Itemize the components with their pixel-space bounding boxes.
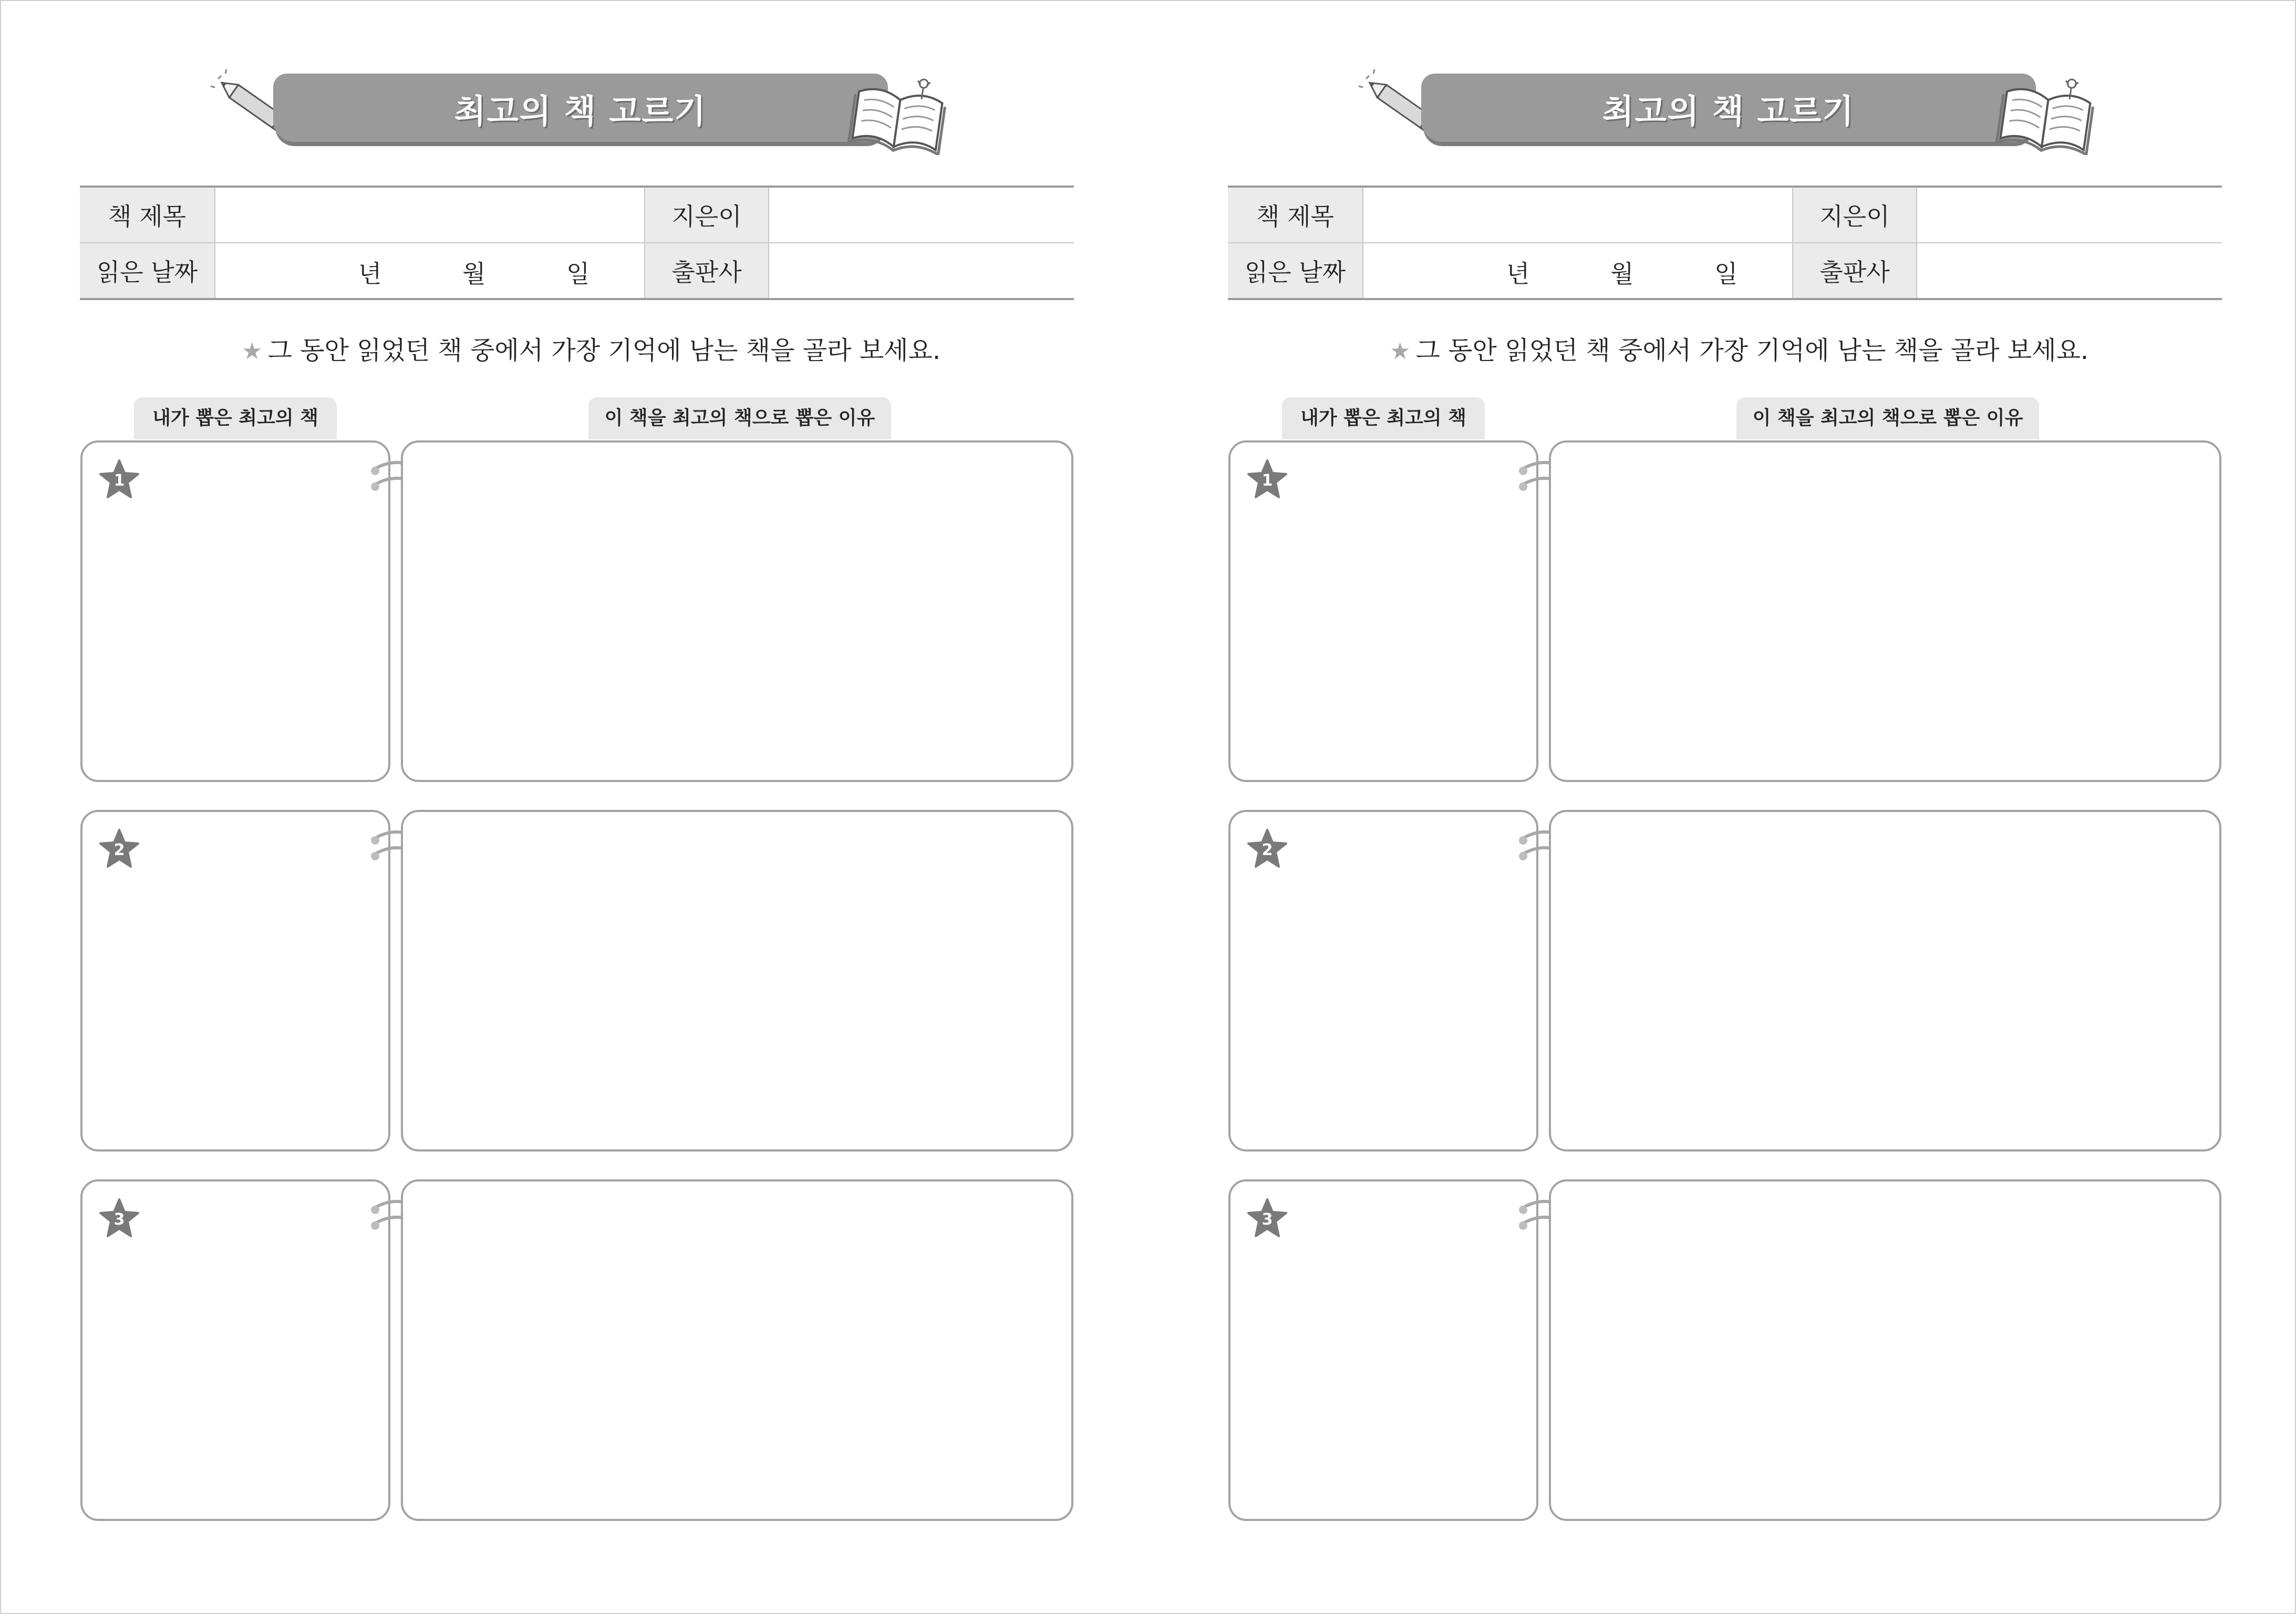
reason-box[interactable] xyxy=(401,1179,1073,1521)
worksheet-page xyxy=(1148,0,2296,1614)
page-title: 최고의 책 고르기 xyxy=(1602,92,1855,130)
tab-my-best-book: 내가 뽑은 최고의 책 xyxy=(134,397,337,439)
instruction-text xyxy=(1390,330,2088,366)
instruction-label: 그 동안 읽었던 책 중에서 가장 기억에 남는 책을 골라 보세요. xyxy=(1415,336,2089,365)
date-label: 읽은 날짜 xyxy=(80,243,215,299)
date-field[interactable] xyxy=(215,243,645,299)
row-number: 1 xyxy=(1261,471,1273,490)
author-label: 지은이 xyxy=(645,187,769,243)
book-title-field[interactable] xyxy=(1363,187,1793,243)
book-title-label: 책 제목 xyxy=(80,187,215,243)
date-year-unit: 년 xyxy=(1506,260,1530,288)
date-month-unit: 월 xyxy=(1610,260,1634,288)
reason-box[interactable] xyxy=(401,810,1073,1152)
best-book-box[interactable] xyxy=(1228,440,1538,782)
date-day-unit: 일 xyxy=(1714,260,1738,288)
publisher-label: 출판사 xyxy=(1793,243,1917,299)
row-number: 2 xyxy=(113,841,125,859)
date-day-unit: 일 xyxy=(566,260,590,288)
publisher-field[interactable] xyxy=(769,243,1074,299)
reason-box[interactable] xyxy=(1549,440,2221,782)
page-title: 최고의 책 고르기 xyxy=(454,92,707,130)
number-star-icon xyxy=(98,828,140,870)
date-label: 읽은 날짜 xyxy=(1228,243,1363,299)
best-book-box[interactable] xyxy=(80,810,390,1152)
number-star-icon xyxy=(1246,828,1288,870)
tab-reason: 이 책을 최고의 책으로 뽑은 이유 xyxy=(588,397,891,439)
date-field[interactable] xyxy=(1363,243,1793,299)
author-label: 지은이 xyxy=(1793,187,1917,243)
star-bullet-icon: ★ xyxy=(242,338,263,365)
number-star-icon xyxy=(1246,458,1288,500)
row-number: 2 xyxy=(1261,841,1273,859)
row-number: 3 xyxy=(113,1210,125,1229)
number-star-icon xyxy=(1246,1197,1288,1239)
reason-box[interactable] xyxy=(1549,1179,2221,1521)
number-star-icon xyxy=(98,458,140,500)
best-book-box[interactable] xyxy=(1228,1179,1538,1521)
reason-box[interactable] xyxy=(1549,810,2221,1152)
open-book-icon xyxy=(1994,71,2099,155)
author-field[interactable] xyxy=(1917,187,2222,243)
row-number: 1 xyxy=(113,471,125,490)
open-book-icon xyxy=(846,71,951,155)
best-book-box[interactable] xyxy=(1228,810,1538,1152)
date-month-unit: 월 xyxy=(462,260,486,288)
tab-reason: 이 책을 최고의 책으로 뽑은 이유 xyxy=(1736,397,2039,439)
author-field[interactable] xyxy=(769,187,1074,243)
reason-box[interactable] xyxy=(401,440,1073,782)
book-info-table xyxy=(80,186,1074,300)
date-year-unit: 년 xyxy=(358,260,382,288)
best-book-box[interactable] xyxy=(80,440,390,782)
book-title-field[interactable] xyxy=(215,187,645,243)
book-title-label: 책 제목 xyxy=(1228,187,1363,243)
star-bullet-icon: ★ xyxy=(1390,338,1411,365)
instruction-text xyxy=(242,330,940,366)
title-banner xyxy=(273,74,888,142)
best-book-box[interactable] xyxy=(80,1179,390,1521)
instruction-label: 그 동안 읽었던 책 중에서 가장 기억에 남는 책을 골라 보세요. xyxy=(267,336,941,365)
publisher-field[interactable] xyxy=(1917,243,2222,299)
book-info-table xyxy=(1228,186,2222,300)
tab-my-best-book: 내가 뽑은 최고의 책 xyxy=(1282,397,1485,439)
number-star-icon xyxy=(98,1197,140,1239)
title-banner xyxy=(1421,74,2036,142)
row-number: 3 xyxy=(1261,1210,1273,1229)
publisher-label: 출판사 xyxy=(645,243,769,299)
